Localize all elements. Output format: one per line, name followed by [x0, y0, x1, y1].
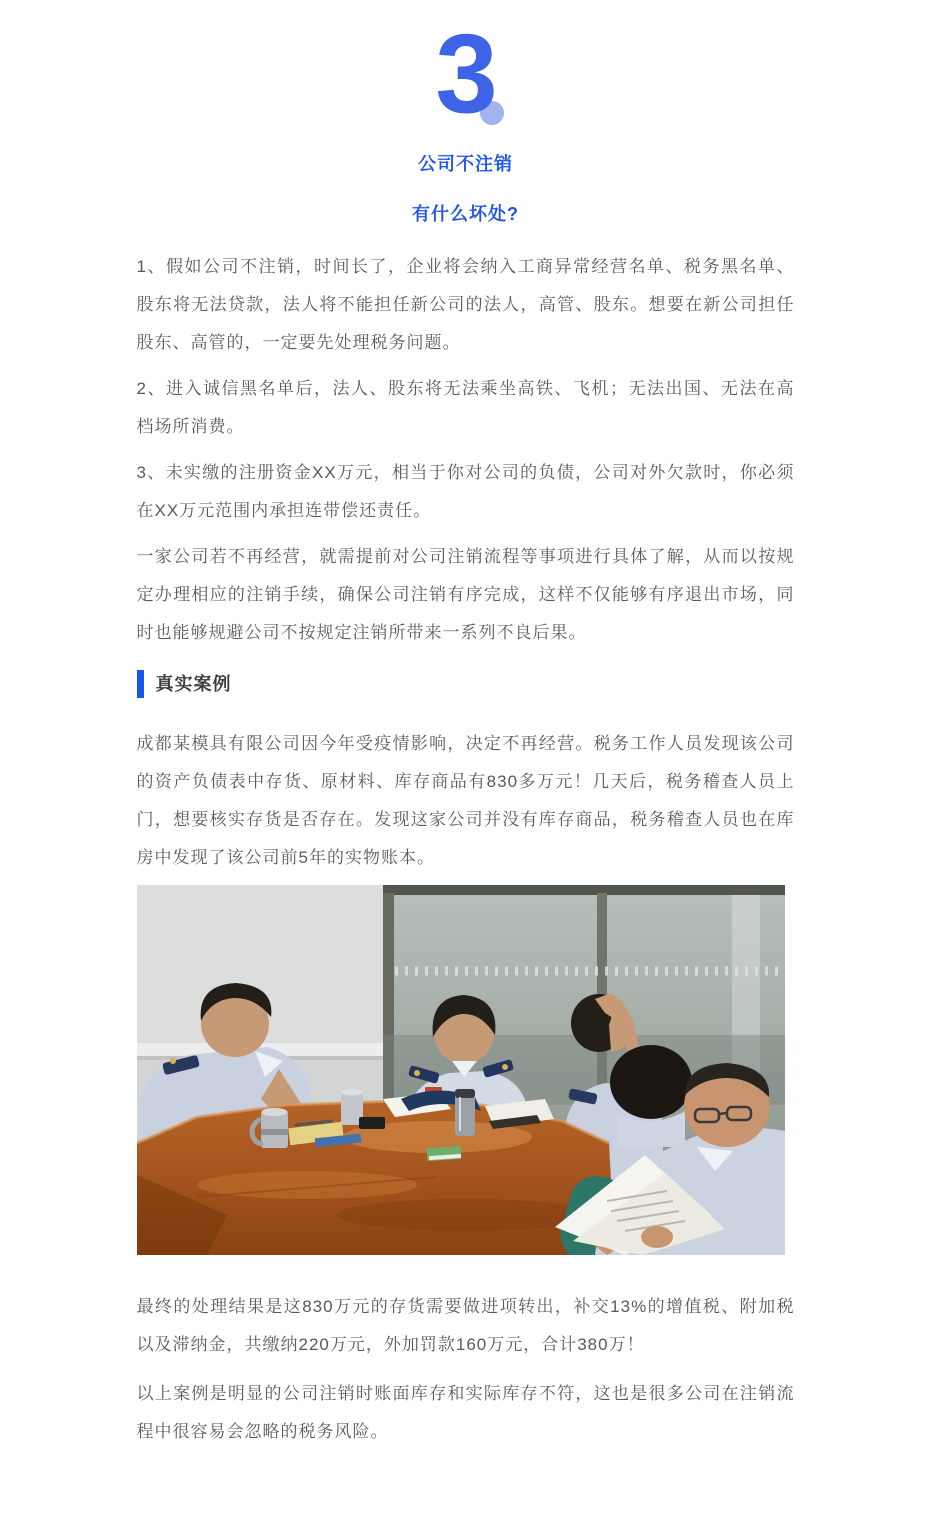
meeting-room-illustration [137, 885, 785, 1255]
article-content [136, 11, 795, 1451]
paragraph-2: 2、进入诚信黑名单后，法人、股东将无法乘坐高铁、飞机；无法出国、无法在高档场所消费。 [136, 379, 795, 436]
paragraph-3: 3、未实缴的注册资金XX万元，相当于你对公司的负债，公司对外欠款时，你必须在XX万元范围内承担连带偿还责任。 [136, 463, 795, 520]
case-photo [137, 885, 785, 1255]
case-body-paragraph: 成都某模具有限公司因今年受疫情影响，决定不再经营。税务工作人员发现该公司的资产负债表中存货、原材料、库存商品有830多万元！几天后，税务稽查人员上门，想要核实存货是否存在。发现这家公司并没有库存商品，税务稽查人员也在库房中发现了该公司前5年的实物账本。 [136, 734, 795, 867]
article-title: 公司不注销 [418, 154, 513, 174]
case-conclusion-paragraph: 以上案例是明显的公司注销时账面库存和实际库存不符，这也是很多公司在注销流程中很容易会忽略的税务风险。 [136, 1384, 795, 1441]
person-bowed-woman [610, 1045, 692, 1147]
case-section-heading: 真实案例 [137, 670, 795, 698]
section-number-digit: 3 [435, 11, 496, 136]
article-subtitle: 有什么坏处? [412, 204, 519, 224]
paragraph-1: 1、假如公司不注销，时间长了，企业将会纳入工商异常经营名单、税务黑名单、股东将无法贷款，法人将不能担任新公司的法人，高管、股东。想要在新公司担任股东、高管的，一定要先处理税务问题。 [136, 257, 795, 352]
case-result-paragraph: 最终的处理结果是这830万元的存货需要做进项转出，补交13%的增值税、附加税以及滞纳金，共缴纳220万元，外加罚款160万元，合计380万！ [136, 1297, 795, 1354]
section-number [137, 11, 795, 136]
paragraph-4: 一家公司若不再经营，就需提前对公司注销流程等事项进行具体了解，从而以按规定办理相应的注销手续，确保公司注销有序完成，这样不仅能够有序退出市场，同时也能够规避公司不按规定注销所带来一系列不良后果。 [136, 547, 795, 642]
